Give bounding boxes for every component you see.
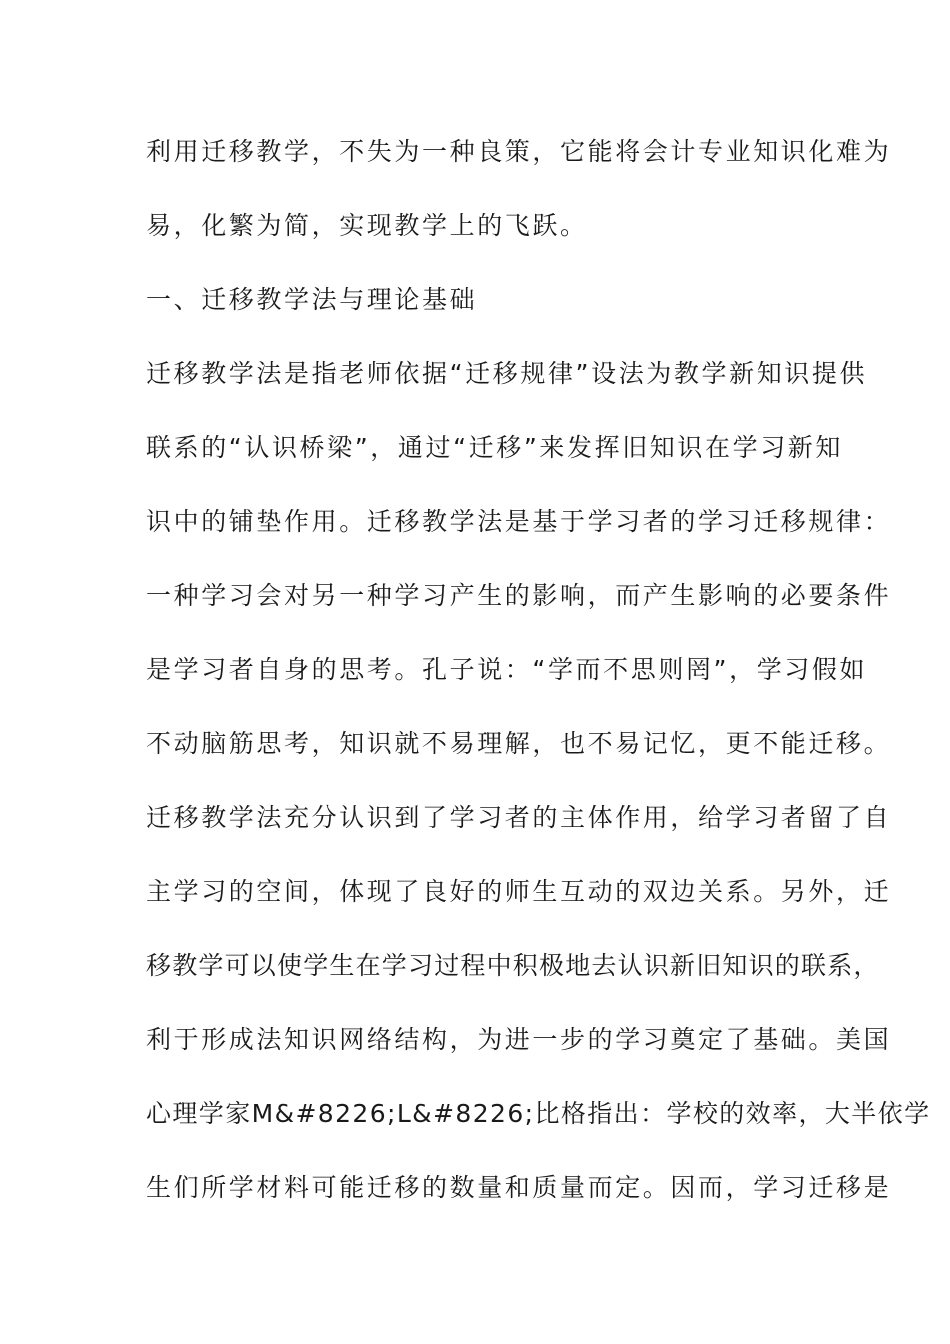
text-line: 联系的“认识桥梁”，通过“迁移”来发挥旧知识在学习新知 [146,433,844,462]
text-line: 迁移教学法充分认识到了学习者的主体作用，给学习者留了自 [146,803,892,832]
text-line: 生们所学材料可能迁移的数量和质量而定。因而，学习迁移是 [146,1173,892,1202]
text-line: 迁移教学法是指老师依据“迁移规律”设法为教学新知识提供 [146,359,868,388]
text-line: 移教学可以使学生在学习过程中积极地去认识新旧知识的联系， [146,951,880,980]
text-line: 主学习的空间，体现了良好的师生互动的双边关系。另外，迁 [146,877,892,906]
section-heading: 一、迁移教学法与理论基础 [146,285,478,314]
text-line: 不动脑筋思考，知识就不易理解，也不易记忆，更不能迁移。 [146,729,892,758]
text-line: 利于形成法知识网络结构，为进一步的学习奠定了基础。美国 [146,1025,892,1054]
text-line: 一种学习会对另一种学习产生的影响，而产生影响的必要条件 [146,581,892,610]
text-line: 易，化繁为简，实现教学上的飞跃。 [146,211,588,240]
text-line: 识中的铺垫作用。迁移教学法是基于学习者的学习迁移规律： [146,507,892,536]
text-line: 利用迁移教学，不失为一种良策，它能将会计专业知识化难为 [146,137,892,166]
text-line: 心理学家M&#8226;L&#8226;比格指出：学校的效率，大半依学 [146,1099,931,1128]
text-line: 是学习者自身的思考。孔子说：“学而不思则罔”，学习假如 [146,655,868,684]
